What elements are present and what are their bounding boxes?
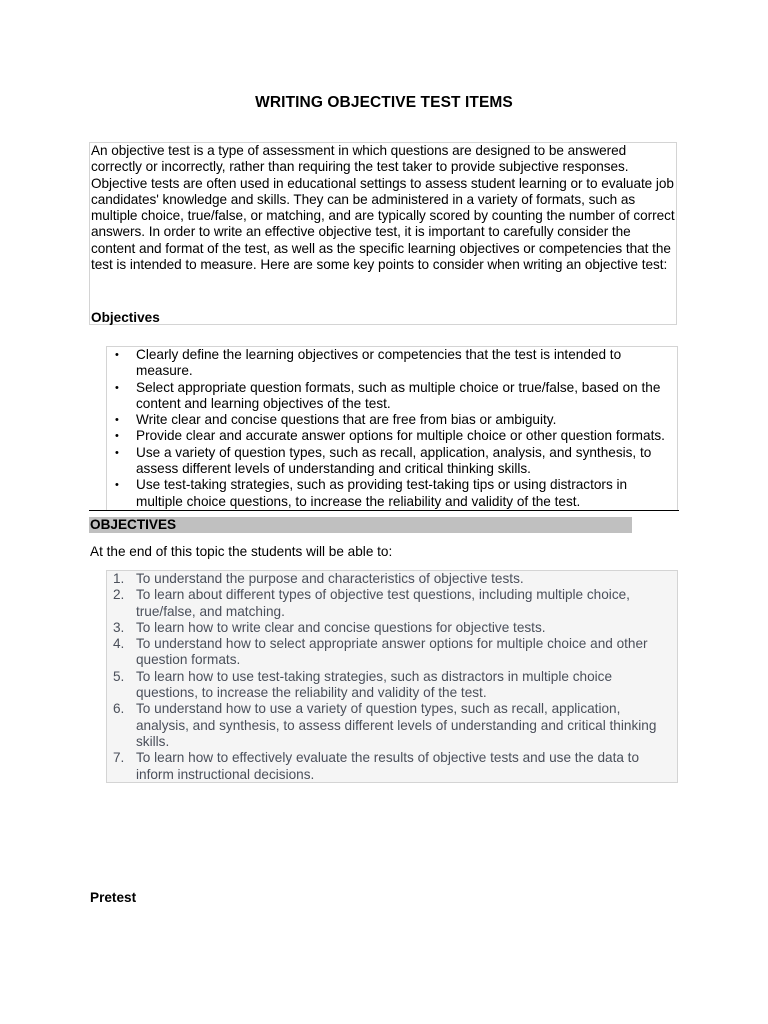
list-number: 7. xyxy=(113,750,125,766)
list-number: 4. xyxy=(113,636,125,652)
list-item-text: Clearly define the learning objectives or competencies that the test is intended to measure. xyxy=(136,347,622,379)
list-item xyxy=(107,636,679,669)
list-item-text: To understand how to use a variety of question types, such as recall, application, analysis, and synthesis, to assess different levels of understanding and critical thinking skills. xyxy=(136,701,657,749)
intro-box xyxy=(89,142,677,325)
objectives-list xyxy=(107,571,679,783)
objectives-section-label: OBJECTIVES xyxy=(90,517,177,532)
bullet-icon: • xyxy=(115,430,119,443)
section-divider xyxy=(89,510,679,511)
bullet-icon: • xyxy=(115,349,119,361)
list-item-text: To learn how to effectively evaluate the results of objective tests and use the data to inform instructional decisions. xyxy=(136,750,640,782)
list-item xyxy=(107,428,679,444)
list-item-text: To learn how to use test-taking strategies, such as distractors in multiple choice questions, to increase the reliability and validity of the test. xyxy=(136,668,613,701)
list-item-text: To understand the purpose and characteristics of objective tests. xyxy=(136,571,524,586)
list-item xyxy=(107,571,679,587)
list-item-text: To learn how to write clear and concise questions for objective tests. xyxy=(136,619,546,635)
list-item-text: To learn about different types of objective test questions, including multiple choice, true/false, and matching. xyxy=(136,587,630,619)
intro-paragraph: An objective test is a type of assessment in which questions are designed to be answered correctly or incorrectly, rather than requiring the test taker to provide subjective responses. Objective tests are often used in educational settings to assess student learning or to evaluate job candidates' knowledge and skills. They can be administered in a variety of formats, such as multiple choice, true/false, or matching, and are typically scored by counting the number of correct answers. In order to write an effective objective test, it is important to carefully consider the content and format of the test, as well as the specific learning objectives or competencies that the test is intended to measure. Here are some key points to consider when writing an objective test: xyxy=(91,143,675,273)
list-item-text: Write clear and concise questions that are free from bias or ambiguity. xyxy=(136,412,557,428)
list-item-text: Provide clear and accurate answer options for multiple choice or other question formats. xyxy=(136,428,665,444)
objectives-section-bar xyxy=(89,517,632,533)
list-item xyxy=(107,380,679,413)
list-item xyxy=(107,477,679,510)
bullet-icon: • xyxy=(115,381,119,394)
objectives-list-box xyxy=(106,570,678,783)
pretest-heading: Pretest xyxy=(90,890,137,905)
list-item xyxy=(107,587,679,620)
list-number: 2. xyxy=(113,587,125,603)
list-item xyxy=(107,445,679,478)
list-item xyxy=(107,620,679,636)
list-item xyxy=(107,669,679,702)
list-item xyxy=(107,347,679,380)
bullet-icon: • xyxy=(115,446,119,459)
key-points-list xyxy=(107,347,679,510)
list-item-text: To understand how to select appropriate answer options for multiple choice and other question formats. xyxy=(136,636,648,668)
list-item-text: Use a variety of question types, such as recall, application, analysis, and synthesis, to assess different levels of understanding and critical thinking skills. xyxy=(136,444,652,477)
list-number: 3. xyxy=(113,619,125,635)
bullet-icon: • xyxy=(115,414,119,427)
page-title: WRITING OBJECTIVE TEST ITEMS xyxy=(255,94,513,111)
list-item xyxy=(107,412,679,428)
objectives-intro: At the end of this topic the students will be able to: xyxy=(90,544,393,559)
list-number: 5. xyxy=(113,668,125,684)
objectives-heading: Objectives xyxy=(91,310,160,325)
list-item xyxy=(107,701,679,750)
key-points-box xyxy=(106,346,678,510)
list-number: 1. xyxy=(113,571,125,586)
list-item xyxy=(107,750,679,783)
list-number: 6. xyxy=(113,701,125,717)
list-item-text: Use test-taking strategies, such as providing test-taking tips or using distractors in multiple choice questions, to increase the reliability and validity of the test. xyxy=(136,477,628,509)
bullet-icon: • xyxy=(115,479,119,492)
list-item-text: Select appropriate question formats, such as multiple choice or true/false, based on the content and learning objectives of the test. xyxy=(136,379,661,411)
